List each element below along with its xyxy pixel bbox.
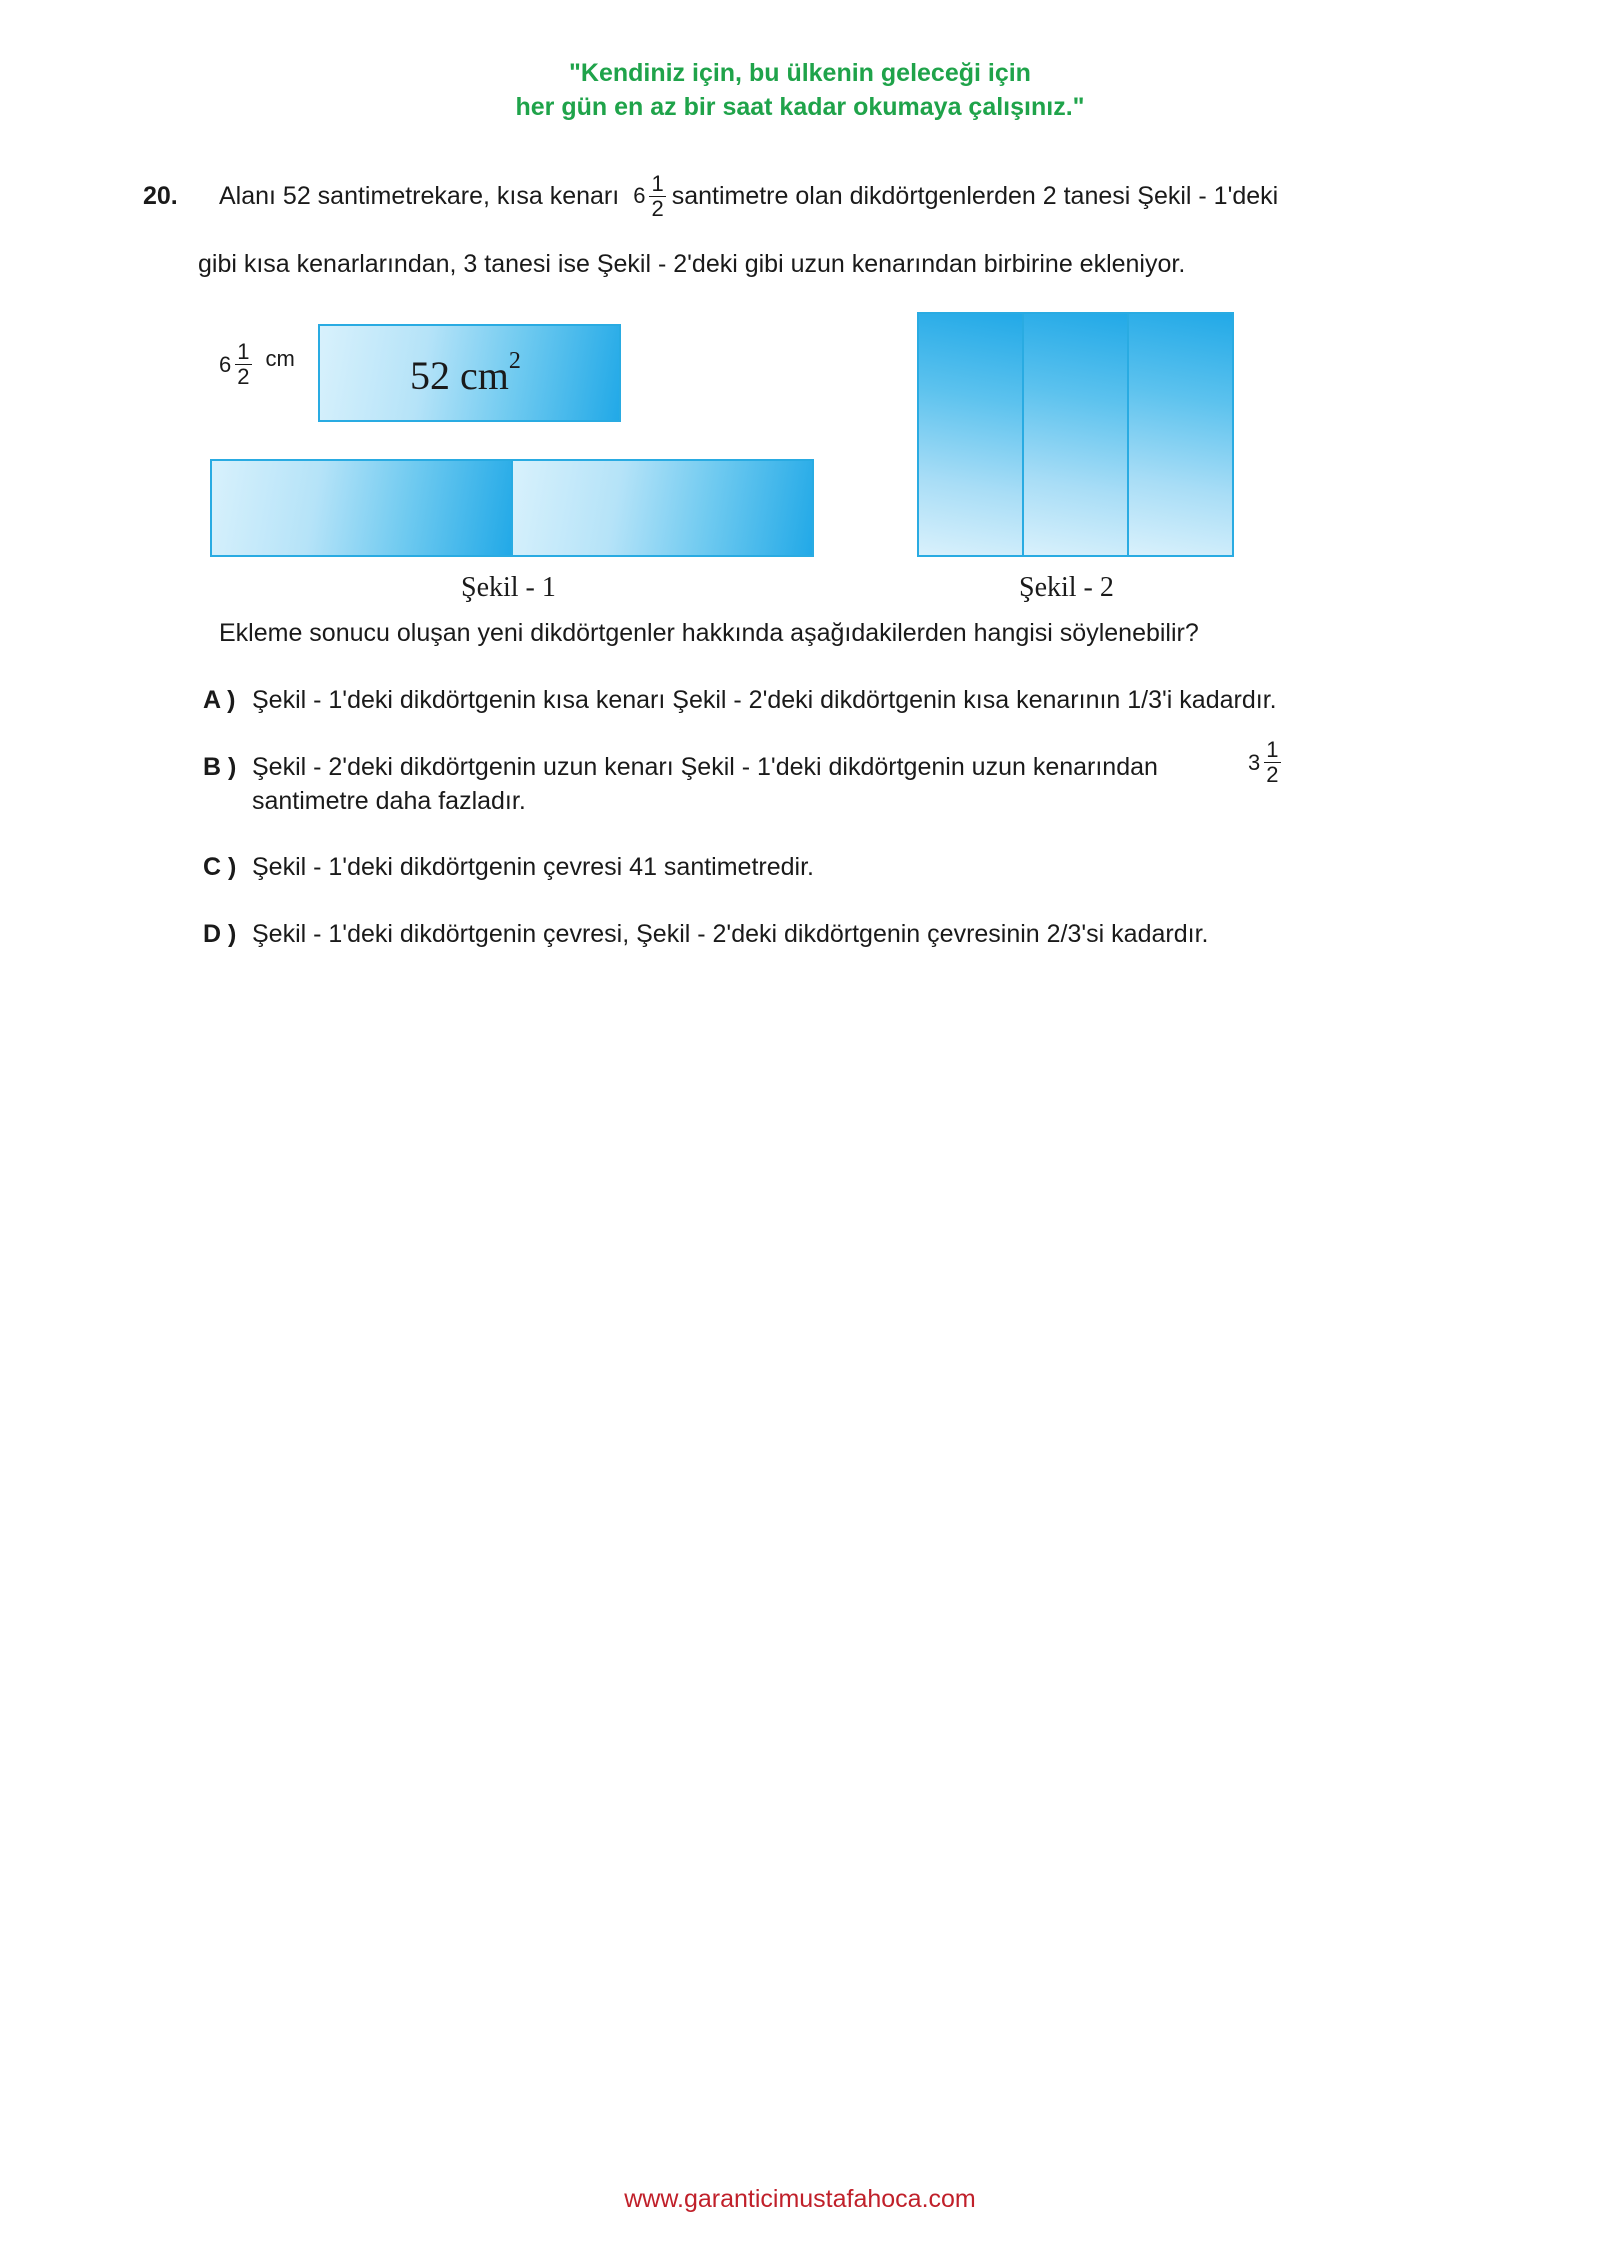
fig1-rectangle-left: [210, 459, 513, 557]
option-b-denominator: 2: [1266, 762, 1279, 787]
side-whole: 6: [219, 351, 232, 377]
option-b-text-line1[interactable]: Şekil - 2'deki dikdörtgenin uzun kenarı Şekil - 1'deki dikdörtgenin uzun kenarından: [252, 753, 1158, 781]
option-c-letter[interactable]: C ): [203, 853, 237, 881]
area-exponent: 2: [508, 348, 521, 374]
fig2-label: Şekil - 2: [1019, 572, 1114, 603]
option-b-fraction: [1264, 738, 1280, 787]
fraction-numerator: 1: [651, 170, 664, 196]
option-d-letter[interactable]: D ): [203, 920, 237, 948]
fig2-rectangle-3: [1127, 312, 1234, 557]
single-rectangle: [318, 324, 621, 422]
mixed-whole: 6: [633, 183, 646, 208]
option-b-numerator: 1: [1266, 737, 1279, 762]
question-line-2: gibi kısa kenarlarından, 3 tanesi ise Şekil - 2'deki gibi uzun kenarından birbirine ekleniyor.: [198, 250, 1186, 278]
option-c-text[interactable]: Şekil - 1'deki dikdörtgenin çevresi 41 santimetredir.: [252, 853, 814, 881]
fraction-denominator: 2: [651, 195, 664, 221]
fig1-label: Şekil - 1: [461, 572, 556, 603]
option-a-letter[interactable]: A ): [203, 686, 236, 714]
question-prompt: Ekleme sonucu oluşan yeni dikdörtgenler hakkında aşağıdakilerden hangisi söylenebilir?: [219, 619, 1199, 647]
option-b-mixed-whole: 3: [1248, 749, 1261, 775]
footer-url[interactable]: www.garanticimustafahoca.com: [624, 2185, 976, 2213]
fig2-rectangle-2: [1022, 312, 1129, 557]
area-value: 52 cm: [410, 353, 509, 398]
motto-line-1: "Kendiniz için, bu ülkenin geleceği için: [569, 59, 1031, 87]
question-line-1: [219, 168, 1278, 224]
motto-line-2: her gün en az bir saat kadar okumaya çalışınız.": [515, 93, 1085, 121]
option-a-text[interactable]: Şekil - 1'deki dikdörtgenin kısa kenarı Şekil - 2'deki dikdörtgenin kısa kenarının 1/3'i kadardır.: [252, 686, 1277, 714]
area-label: [410, 348, 521, 399]
option-b-letter[interactable]: B ): [203, 753, 237, 781]
option-d-text[interactable]: Şekil - 1'deki dikdörtgenin çevresi, Şekil - 2'deki dikdörtgenin çevresinin 2/3'si kadardır.: [252, 920, 1209, 948]
fraction: [649, 172, 665, 221]
fig2-rectangle-1: [917, 312, 1024, 557]
option-b-mixed-number: [1248, 738, 1285, 787]
question-number: 20.: [143, 182, 178, 210]
question-text-part1: Alanı 52 santimetrekare, kısa kenarı: [219, 181, 620, 210]
fig1-rectangle-right: [511, 459, 814, 557]
side-unit: cm: [265, 345, 295, 371]
side-numerator: 1: [237, 339, 250, 364]
option-b-text-line2[interactable]: santimetre daha fazladır.: [252, 787, 526, 815]
side-length-label: [219, 340, 295, 389]
side-denominator: 2: [237, 364, 250, 389]
question-mixed-number: [633, 172, 670, 221]
side-fraction: [235, 340, 251, 389]
question-text-part2: santimetre olan dikdörtgenlerden 2 tanesi Şekil - 1'deki: [671, 181, 1279, 210]
